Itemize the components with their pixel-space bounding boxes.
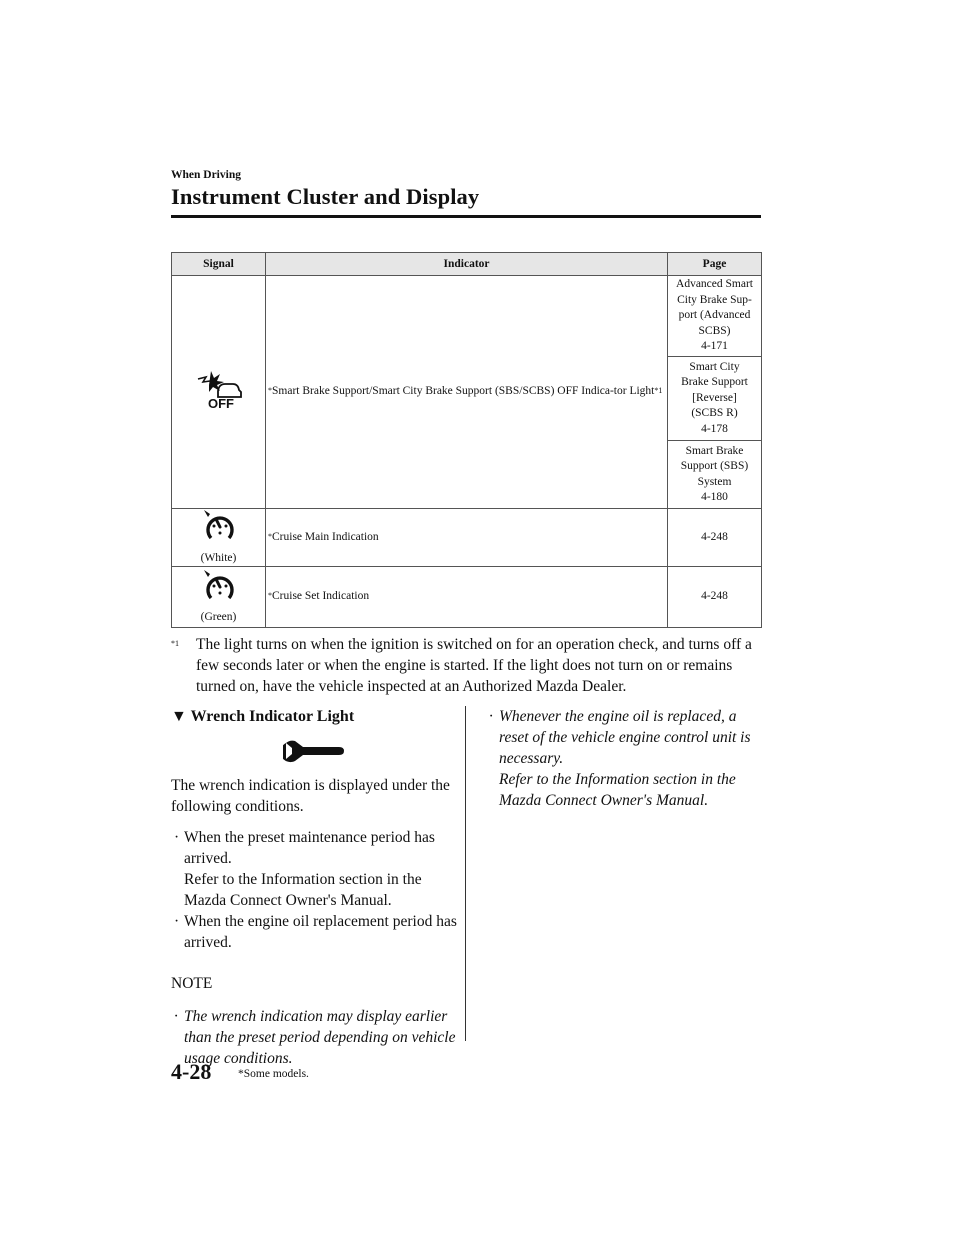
footnote <box>171 634 766 697</box>
sbs-indicator-text: Smart Brake Support/Smart City Brake Support (SBS/SCBS) OFF Indica-tor Light <box>272 385 655 398</box>
footnote-ref: *1 <box>654 386 663 396</box>
list-item <box>171 827 461 911</box>
note-label: NOTE <box>171 975 213 992</box>
wrench-icon <box>283 737 345 767</box>
signal-color-label: (Green) <box>200 611 237 623</box>
note-item-ref: Refer to the Information section in the Mazda Connect Owner's Manual. <box>499 771 736 809</box>
page-cell-line: Support (SBS) <box>680 460 749 472</box>
page-title: Instrument Cluster and Display <box>171 184 480 209</box>
page-ref: 4-180 <box>701 491 728 503</box>
some-models-mark: * <box>268 531 272 541</box>
note-item-text: Whenever the engine oil is replaced, a reset of the vehicle engine control unit is necessary. <box>499 708 751 767</box>
footnote-number: *1 <box>171 639 179 648</box>
wrench-icon-wrap <box>283 737 461 767</box>
table-row <box>172 567 762 628</box>
page-ref: 4-248 <box>668 567 762 628</box>
footnote-text: The light turns on when the ignition is switched on for an operation check, and turns off a few seconds later or when the engine is started. If the light does not turn on or remains turned on, have the vehicle inspected at an Authorized Mazda Dealer. <box>196 636 752 695</box>
cruise-main-indicator-text: Cruise Main Indication <box>272 530 379 543</box>
cruise-main-icon <box>202 509 236 545</box>
off-icon-text: OFF <box>207 396 234 410</box>
bullet-icon: · <box>174 1008 178 1025</box>
list-item-ref: Refer to the Information section in the Mazda Connect Owner's Manual. <box>184 871 422 909</box>
page-cell <box>668 357 762 441</box>
sbs-indicator-cell <box>266 276 668 509</box>
note-item-text: The wrench indication may display earlier than the preset period depending on vehicle usage conditions. <box>184 1008 456 1067</box>
wrench-heading-text: Wrench Indicator Light <box>190 708 355 725</box>
cruise-set-indicator-cell <box>266 567 668 628</box>
table-header-row <box>172 253 762 276</box>
page-cell-line: Smart City <box>689 360 740 373</box>
sbs-off-icon <box>194 369 244 409</box>
right-column <box>486 706 766 811</box>
page-cell-line: Smart Brake <box>685 444 744 457</box>
page-cell-line: [Reverse] <box>692 391 737 404</box>
page-cell-line: (SCBS R) <box>691 407 738 420</box>
indicator-table <box>171 252 762 628</box>
cruise-set-signal-cell <box>172 567 266 628</box>
cruise-main-indicator-cell <box>266 509 668 567</box>
signal-color-label: (White) <box>200 551 237 564</box>
page-cell <box>668 276 762 357</box>
cruise-set-icon <box>202 569 236 605</box>
page-cell-line: Advanced Smart <box>676 278 753 291</box>
footer-note: *Some models. <box>238 1068 309 1080</box>
section-label: When Driving <box>171 169 241 181</box>
list-item-text: When the preset maintenance period has arrived. <box>184 829 435 867</box>
page-cell-line: SCBS) <box>698 324 731 337</box>
page-cell-line: Brake Support <box>681 376 748 389</box>
table-row <box>172 509 762 567</box>
bullet-icon: · <box>489 708 493 725</box>
header-indicator: Indicator <box>266 253 668 276</box>
some-models-mark: * <box>268 591 272 601</box>
bullet-icon: · <box>174 913 180 930</box>
wrench-intro: The wrench indication is displayed under the following conditions. <box>171 777 450 815</box>
page-ref: 4-178 <box>701 422 728 435</box>
page-cell-line: City Brake Sup- <box>677 293 752 306</box>
list-item <box>171 911 461 953</box>
title-divider <box>171 215 761 218</box>
page-number: 4-28 <box>171 1059 212 1084</box>
cruise-set-indicator-text: Cruise Set Indication <box>272 590 370 603</box>
note-item <box>171 1006 461 1069</box>
list-item-text: When the engine oil replacement period has arrived. <box>184 913 457 951</box>
sbs-signal-cell <box>172 276 266 509</box>
page-cell-line: port (Advanced <box>678 309 751 322</box>
some-models-mark: * <box>268 386 272 396</box>
header-signal: Signal <box>172 253 266 276</box>
cruise-main-signal-cell <box>172 509 266 567</box>
header-page: Page <box>668 253 762 276</box>
left-column <box>171 706 461 1069</box>
note-item <box>486 706 766 811</box>
bullet-icon: · <box>174 829 180 846</box>
wrench-heading <box>171 706 461 727</box>
page-cell-line: System <box>697 475 732 488</box>
column-divider <box>465 706 466 1041</box>
page-cell <box>668 441 762 509</box>
table-row <box>172 276 762 357</box>
page-ref: 4-171 <box>701 340 728 353</box>
triangle-marker-icon: ▼ <box>171 708 187 725</box>
page-ref: 4-248 <box>668 509 762 567</box>
